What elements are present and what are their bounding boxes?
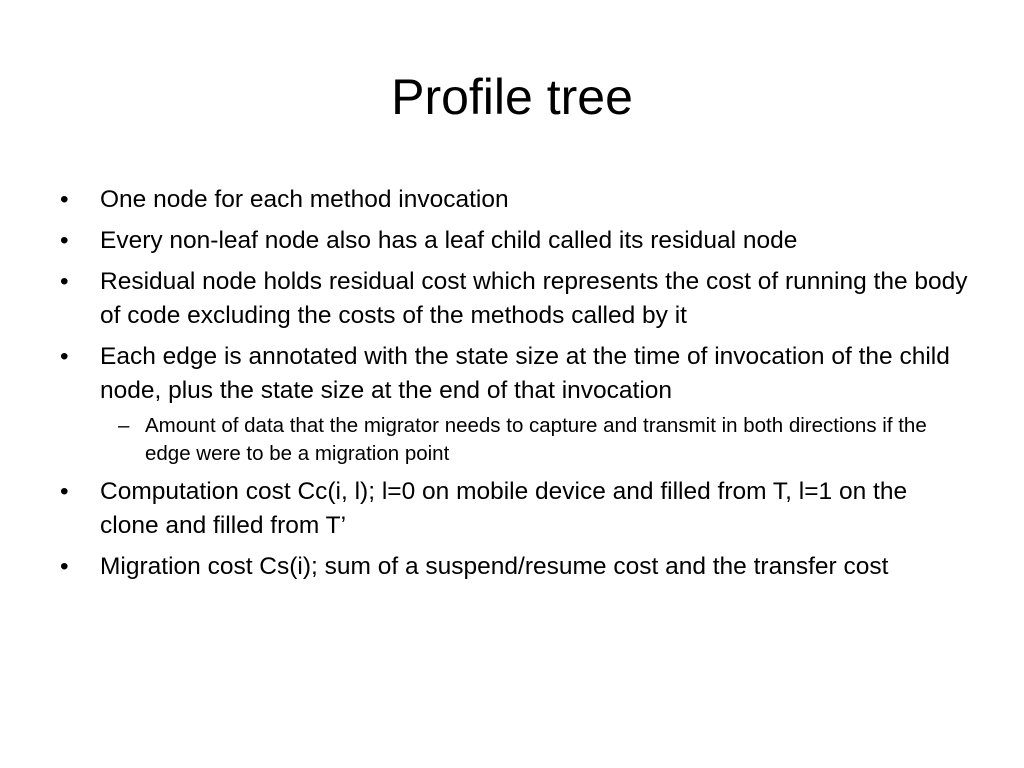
bullet-icon: • bbox=[60, 553, 69, 580]
sub-list-item bbox=[100, 412, 970, 468]
bullet-icon: • bbox=[60, 186, 69, 213]
slide-title: Profile tree bbox=[391, 69, 633, 125]
list-item bbox=[60, 340, 970, 468]
list-item bbox=[60, 183, 970, 217]
bullet-icon: • bbox=[60, 478, 69, 505]
bullet-text: Each edge is annotated with the state size at the time of invocation of the child node, plus the state size at the end of that invocation bbox=[100, 343, 950, 404]
bullet-text: Migration cost Cs(i); sum of a suspend/resume cost and the transfer cost bbox=[100, 553, 889, 580]
bullet-icon: • bbox=[60, 227, 69, 254]
bullet-text: Residual node holds residual cost which represents the cost of running the body of code excluding the costs of the methods called by it bbox=[100, 268, 968, 329]
bullet-text: Every non-leaf node also has a leaf child called its residual node bbox=[100, 227, 798, 254]
bullet-text: One node for each method invocation bbox=[100, 186, 509, 213]
list-item bbox=[60, 550, 970, 584]
list-item bbox=[60, 265, 970, 333]
bullet-list bbox=[60, 183, 970, 591]
bullet-icon: • bbox=[60, 268, 69, 295]
bullet-icon: • bbox=[60, 343, 69, 370]
sub-bullet-text: Amount of data that the migrator needs to capture and transmit in both directions if the edge were to be a migration point bbox=[145, 414, 927, 465]
list-item bbox=[60, 224, 970, 258]
sub-bullet-list bbox=[100, 412, 970, 468]
dash-icon: – bbox=[118, 414, 130, 437]
bullet-text: Computation cost Cc(i, l); l=0 on mobile device and filled from T, l=1 on the clone and filled from T’ bbox=[100, 478, 908, 539]
list-item bbox=[60, 475, 970, 543]
